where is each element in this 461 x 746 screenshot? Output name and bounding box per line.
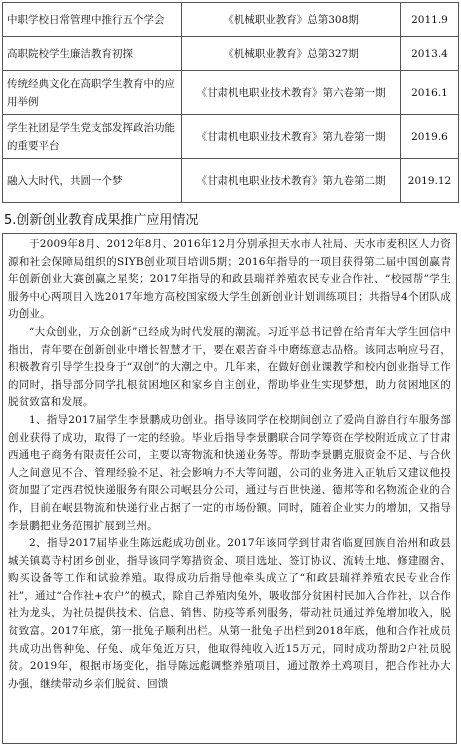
- journal-cell: 《机械职业教育》总第327期: [182, 37, 401, 71]
- content-box: [2, 233, 457, 744]
- date-cell: 2016.1: [401, 71, 459, 115]
- date-cell: 2019.12: [401, 159, 459, 203]
- table-row: [3, 71, 459, 115]
- table-row: [3, 115, 459, 159]
- journal-cell: 《甘肃机电职业技术教育》第九卷第二期: [182, 159, 401, 203]
- paper-title-cell: 传统经典文化在高职学生教育中的应用举例: [3, 71, 182, 115]
- paragraph-3: 1、指导2017届学生李景鹏成功创业。指导该同学在校期间创立了爱尚自游自行车服务部创业获得了成功，取得了一定的经验。毕业后指导李景鹏联合同学筹资在学校附近成立了甘肃西通电子商务有限责任公司，主要以寄物流和快递业务等。帮助李景鹏克服资金不足、与合伙人之间意见不合、管理经验不足、社会影响力不大等问题，公司的业务进入正轨后又建议他投资加盟了定西君悦快递服务有限公司岷县分公司，通过与百世快递、德邦等和名物流企业的合作，目前在岷县物流和快递行业占据了一定的市场份额。同时，随着企业实力的增加，又指导李景鹏把业务范围扩展到兰州。: [8, 413, 451, 532]
- journal-cell: 《机械职业教育》总第308期: [182, 3, 401, 37]
- date-cell: 2019.6: [401, 115, 459, 159]
- journal-cell: 《甘肃机电职业技术教育》第六卷第一期: [182, 71, 401, 115]
- table-row: [3, 37, 459, 71]
- paper-title-cell: 中职学校日常管理中推行五个学会: [3, 3, 182, 37]
- table-row: [3, 3, 459, 37]
- paragraph-2: “大众创业，万众创新”已经成为时代发展的潮流。习近平总书记曾在给青年大学生回信中指出，青年要在创新创业中增长智慧才干，要在艰苦奋斗中磨练意志品格。该同志响应号召，积极教育引导学生投身于“双创”的大潮之中。几年来，在做好创业课教学和校内创业指导工作的同时，指导部分同学扎根贫困地区和家乡自主创业，帮助毕业生实现梦想，助力贫困地区的脱贫致富和发展。: [8, 325, 451, 409]
- date-cell: 2011.9: [401, 3, 459, 37]
- journal-cell: 《甘肃机电职业技术教育》第九卷第一期: [182, 115, 401, 159]
- paragraph-4: 2、指导2017届毕业生陈远彪成功创业。2017年该同学到甘肃省临夏回族自治州和政县城关镇葛寺村团乡创业，指导该同学筹措资金、项目选址、签订协议、流转土地、修建圈舍、购买设备等工作和试验养殖。取得成功后指导他牵头成立了“和政县瑞祥养殖农民专业合作社”，通过“合作社+农户”的模式，除自己养殖肉兔外，吸收部分贫困村民加入合作社，以合作社为龙头，为社员提供技术、信息、销售、防疫等系列服务，带动社员通过养兔增加收入，脱贫致富。2017年底，第一批兔子顺利出栏。从第一批兔子出栏到2018年底，他和合作社成员共成功出售种兔、仔兔、成年兔近万只，他取得纯收入近15万元，同时成功帮助2户社员脱贫。2019年，根据市场变化，指导陈远彪调整养殖项目，通过散养土鸡项目，把合作社办大办强，继续带动乡亲们脱贫、回馈: [8, 537, 451, 690]
- paragraph-1: 于2009年8月、2012年8月、2016年12月分别承担天水市人社局、天水市麦积区人力资源和社会保障局组织的SIYB创业项目培训5期；2016年指导的一项目获得第二届中国创赢青年创新创业大赛创赢之星奖；2017年指导的和政县瑞祥养殖农民专业合作社、“校园帮”学生服务中心两项目入选2017年地方高校国家级大学生创新创业计划训练项目；共指导4个团队成功创业。: [8, 238, 451, 321]
- paper-title-cell: 高职院校学生廉洁教育初探: [3, 37, 182, 71]
- section-title: 5.创新创业教育成果推广应用情况: [4, 213, 199, 228]
- date-cell: 2013.4: [401, 37, 459, 71]
- publications-table: [2, 2, 459, 203]
- table-row: [3, 159, 459, 203]
- paper-title-cell: 学生社团是学生党支部发挥政治功能的重要平台: [3, 115, 182, 159]
- paper-title-cell: 融入大时代，共圆一个梦: [3, 159, 182, 203]
